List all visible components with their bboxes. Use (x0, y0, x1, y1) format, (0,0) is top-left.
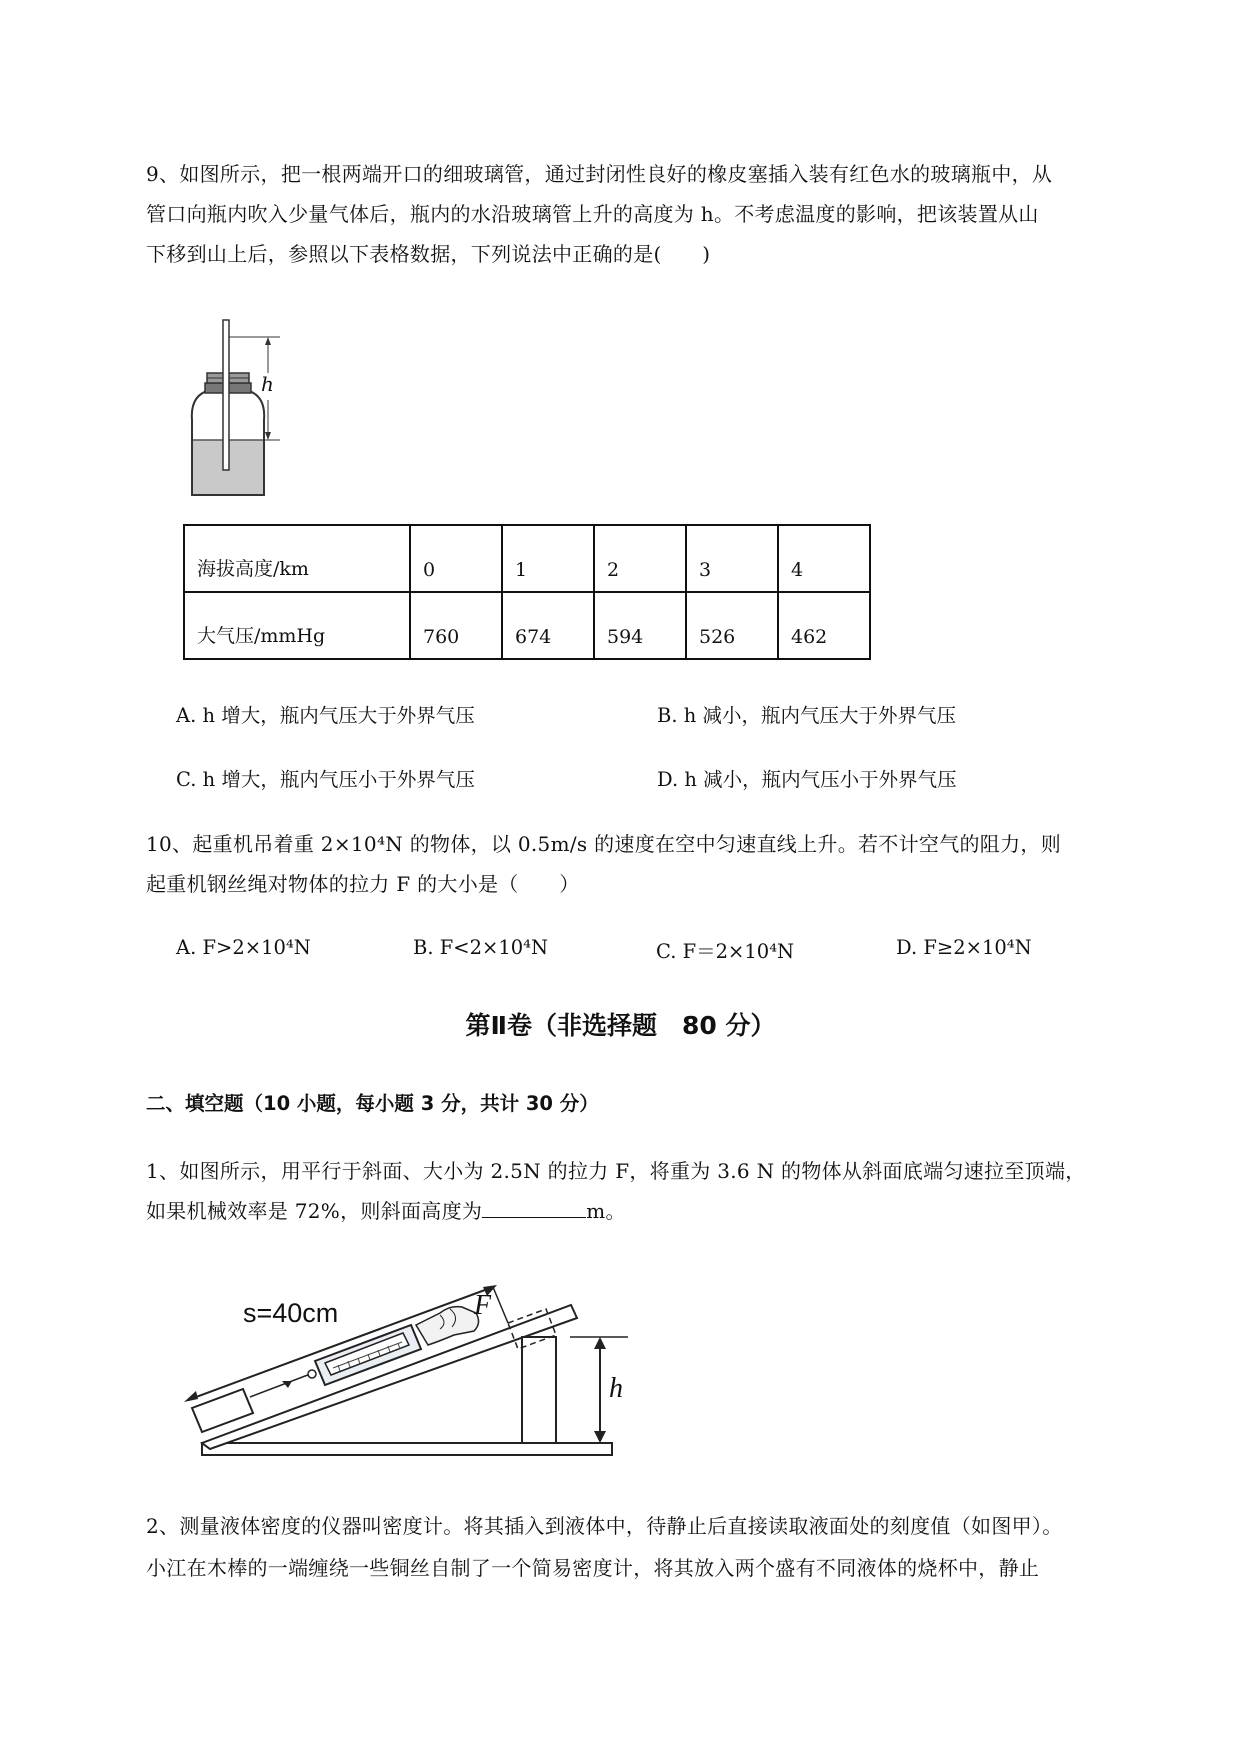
fill1-text-line-1: 1、如图所示，用平行于斜面、大小为 2.5N 的拉力 F，将重为 3.6 N 的物体从斜面底端匀速拉至顶端， (146, 1159, 1086, 1183)
table-header-altitude: 海拔高度/km (184, 525, 410, 592)
incline-h-label: h (609, 1373, 623, 1404)
table-cell: 674 (502, 592, 594, 659)
fill2-text-line-1: 2、测量液体密度的仪器叫密度计。将其插入到液体中，待静止后直接读取液面处的刻度值（如图甲）。 (146, 1514, 1063, 1538)
table-cell: 1 (502, 525, 594, 592)
section-2-title: 第Ⅱ卷（非选择题 80 分） (465, 1011, 776, 1040)
fill1-text-before-blank: 如果机械效率是 72%，则斜面高度为 (146, 1199, 483, 1223)
table-cell: 0 (410, 525, 502, 592)
table-cell: 594 (594, 592, 686, 659)
fill1-text-after-blank: m。 (586, 1199, 626, 1223)
fill2-text-line-2: 小江在木棒的一端缠绕一些铜丝自制了一个简易密度计，将其放入两个盛有不同液体的烧杯中，静止 (146, 1556, 1040, 1580)
q9-option-b[interactable]: B. h 减小，瓶内气压大于外界气压 (657, 704, 956, 727)
table-cell: 462 (778, 592, 870, 659)
table-row (184, 525, 870, 592)
table-cell: 4 (778, 525, 870, 592)
q10-text-line-1: 10、起重机吊着重 2×10⁴N 的物体，以 0.5m/s 的速度在空中匀速直线上升。若不计空气的阻力，则 (146, 832, 1062, 856)
bottle-tube-figure (180, 315, 300, 500)
q10-option-b[interactable]: B. F<2×10⁴N (413, 936, 549, 959)
fill-in-section-heading: 二、填空题（10 小题，每小题 3 分，共计 30 分） (146, 1092, 599, 1115)
table-cell: 3 (686, 525, 778, 592)
table-cell: 760 (410, 592, 502, 659)
q9-option-a[interactable]: A. h 增大，瓶内气压大于外界气压 (176, 704, 475, 727)
q9-text-line-2: 管口向瓶内吹入少量气体后，瓶内的水沿玻璃管上升的高度为 h。不考虑温度的影响，把该装置从山 (146, 202, 1039, 226)
table-cell: 526 (686, 592, 778, 659)
table-header-pressure: 大气压/mmHg (184, 592, 410, 659)
incline-plane-figure (178, 1265, 648, 1465)
q9-text-line-1: 9、如图所示，把一根两端开口的细玻璃管，通过封闭性良好的橡皮塞插入装有红色水的玻璃瓶中，从 (146, 162, 1053, 186)
q10-option-a[interactable]: A. F>2×10⁴N (176, 936, 311, 959)
q9-option-d[interactable]: D. h 减小，瓶内气压小于外界气压 (657, 768, 957, 791)
table-cell: 2 (594, 525, 686, 592)
incline-s-label: s=40cm (243, 1298, 339, 1328)
bottle-h-label: h (261, 372, 274, 396)
q9-option-c[interactable]: C. h 增大，瓶内气压小于外界气压 (176, 768, 475, 791)
incline-force-label: F (474, 1290, 492, 1321)
q10-option-d[interactable]: D. F≥2×10⁴N (896, 936, 1032, 959)
q9-text-line-3: 下移到山上后，参照以下表格数据，下列说法中正确的是( ) (146, 242, 711, 266)
fill1-text-line-2 (146, 1195, 626, 1224)
answer-blank[interactable] (482, 1199, 586, 1218)
q10-text-line-2: 起重机钢丝绳对物体的拉力 F 的大小是（ ） (146, 872, 580, 896)
table-row (184, 592, 870, 659)
q10-option-c[interactable]: C. F＝2×10⁴N (656, 940, 795, 963)
altitude-pressure-table (183, 524, 871, 660)
